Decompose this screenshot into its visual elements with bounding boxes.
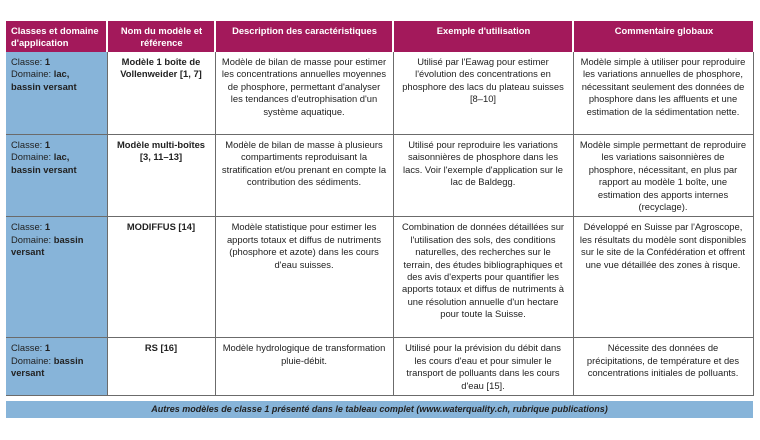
class-value: 1 xyxy=(44,342,51,354)
domain-label: Domaine: xyxy=(11,354,52,366)
table-footer-note: Autres modèles de classe 1 présenté dans le tableau complet (www.waterquality.ch, rubrique publications) xyxy=(6,401,753,418)
comment-cell: Nécessite des données de précipitations, de température et des concentrations initiales de polluants. xyxy=(573,338,753,396)
table-row xyxy=(6,338,753,396)
class-label: Classe: xyxy=(11,139,43,150)
model-name-cell: RS [16] xyxy=(107,338,215,396)
example-cell: Utilisé pour reproduire les variations saisonnières de phosphore dans les lacs. Voir l'exemple d'application sur le lac de Baldegg. xyxy=(393,135,573,217)
class-label: Classe: xyxy=(11,342,43,354)
description-cell: Modèle de bilan de masse pour estimer les concentrations annuelles moyennes de phosphore, permettant d'analyser les tendances d'eutrophisation d'un système aquatique. xyxy=(215,52,393,135)
domain-label: Domaine: xyxy=(11,151,52,163)
model-table xyxy=(6,21,754,396)
header-description: Description des caractéristiques xyxy=(215,21,393,52)
comment-cell: Modèle simple à utiliser pour reproduire les variations annuelles de phosphore, nécessitant seulement des données de phosphore dans les affluents et une estimation de la sédimentation nette. xyxy=(573,52,753,135)
class-value: 1 xyxy=(44,56,51,67)
table-row xyxy=(6,217,753,338)
comment-cell: Modèle simple permettant de reproduire les variations saisonnières de phosphore, nécessitant, en plus par rapport au modèle 1 boîte, une estimation des apports internes (recyclage). xyxy=(573,135,753,217)
class-value: 1 xyxy=(44,221,51,233)
domain-value: bassin versant xyxy=(11,354,84,379)
header-classes: Classes et domaine d'application xyxy=(6,21,107,52)
model-name-cell: MODIFFUS [14] xyxy=(107,217,215,338)
header-comment: Commentaire globaux xyxy=(573,21,753,52)
class-cell xyxy=(6,338,107,396)
description-cell: Modèle de bilan de masse à plusieurs compartiments reproduisant la stratification et/ou prenant en compte la contribution des sédiments. xyxy=(215,135,393,217)
header-example: Exemple d'utilisation xyxy=(393,21,573,52)
class-value: 1 xyxy=(44,139,51,150)
class-label: Classe: xyxy=(11,56,43,67)
domain-label: Domaine: xyxy=(11,68,52,80)
example-cell: Combination de données détaillées sur l'utilisation des sols, des conditions naturelles, des recherches sur le terrain, des études bibliographiques et des avis d'experts pour quantifier les apports totaux et diffus de nutriments à une résolution annuelle d'un hectare pour toute la Suisse. xyxy=(393,217,573,338)
domain-value: bassin versant xyxy=(11,233,84,258)
class-cell xyxy=(6,52,107,135)
class-cell xyxy=(6,135,107,217)
model-name-cell: Modèle 1 boîte de Vollenweider [1, 7] xyxy=(107,52,215,135)
description-cell: Modèle statistique pour estimer les apports totaux et diffus de nutriments (phosphore et azote) dans les cours d'eau suisses. xyxy=(215,217,393,338)
table-row xyxy=(6,52,753,135)
model-table-container xyxy=(6,21,753,418)
description-cell: Modèle hydrologique de transformation pluie-débit. xyxy=(215,338,393,396)
model-name-cell: Modèle multi-boîtes [3, 11–13] xyxy=(107,135,215,217)
domain-value: lac, bassin versant xyxy=(11,151,77,175)
class-label: Classe: xyxy=(11,221,43,233)
example-cell: Utilisé par l'Eawag pour estimer l'évolution des concentrations en phosphore des lacs du plateau suisses [8–10] xyxy=(393,52,573,135)
table-row xyxy=(6,135,753,217)
domain-value: lac, bassin versant xyxy=(11,68,77,92)
domain-label: Domaine: xyxy=(11,233,52,245)
comment-cell: Développé en Suisse par l'Agroscope, les résultats du modèle sont disponibles sur le site de la Confédération et offrent une vue détaillée des zones à risque. xyxy=(573,217,753,338)
header-model-name: Nom du modèle et référence xyxy=(107,21,215,52)
class-cell xyxy=(6,217,107,338)
table-header-row xyxy=(6,21,753,52)
example-cell: Utilisé pour la prévision du débit dans les cours d'eau et pour simuler le transport de polluants dans les cours d'eau [15]. xyxy=(393,338,573,396)
